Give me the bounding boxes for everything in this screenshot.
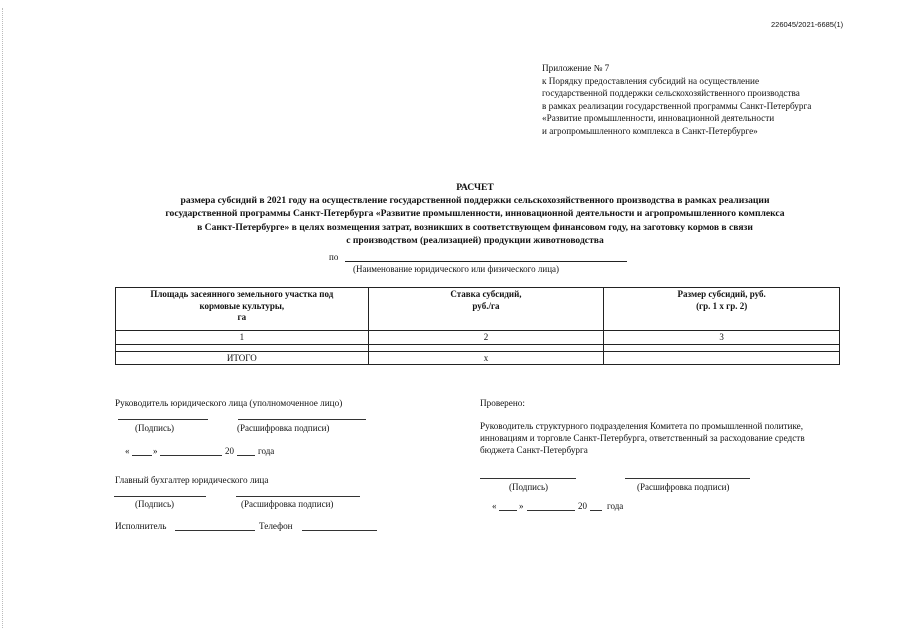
date-open-quote: « — [492, 501, 497, 511]
executor-label: Исполнитель — [115, 521, 167, 531]
total-amount[interactable] — [604, 352, 840, 365]
decode-caption: (Расшифровка подписи) — [241, 499, 334, 509]
date-month-line[interactable] — [160, 455, 222, 456]
total-label: ИТОГО — [116, 352, 369, 365]
checked-label: Проверено: — [480, 398, 525, 408]
recipient-prefix: по — [329, 252, 339, 262]
document-title — [60, 181, 890, 247]
date-day-line[interactable] — [132, 455, 152, 456]
appendix-line: к Порядку предоставления субсидий на осуществление — [542, 75, 760, 86]
signature-caption: (Подпись) — [509, 482, 549, 492]
col-number: 2 — [368, 331, 604, 345]
head-title: Руководитель юридического лица (уполномоченное лицо) — [115, 398, 343, 408]
calculation-table — [115, 287, 840, 365]
phone-label: Телефон — [259, 521, 293, 531]
signature-caption: (Подпись) — [135, 499, 175, 509]
title-line: с производством (реализацией) продукции животноводства — [346, 234, 604, 246]
checker-description-line: инновациям и торговле Санкт-Петербурга, ответственный за расходование средств — [480, 433, 805, 443]
date-day-line[interactable] — [499, 510, 517, 511]
header-rate: Ставка субсидий, руб./га — [368, 288, 604, 331]
checker-signature-line[interactable] — [480, 478, 576, 479]
date-close-quote: » — [153, 446, 158, 456]
executor-line[interactable] — [175, 530, 255, 531]
head-signature-line[interactable] — [118, 419, 208, 420]
table-total-row — [116, 352, 840, 365]
title-line: в Санкт-Петербурге» в целях возмещения затрат, возникших в соответствующем финансовом году, на заготовку кормов в связи — [197, 221, 753, 233]
table-row — [116, 331, 840, 345]
appendix-block — [542, 62, 811, 138]
checker-decode-line[interactable] — [625, 478, 750, 479]
appendix-line: и агропромышленного комплекса в Санкт-Петербурге» — [542, 125, 758, 136]
table-header-row — [116, 288, 840, 331]
title-line: размера субсидий в 2021 году на осуществление государственной поддержки сельскохозяйственного производства в рамках реализации — [180, 195, 770, 207]
year-suffix: года — [258, 446, 275, 456]
recipient-name-line[interactable] — [345, 261, 627, 262]
col-number: 1 — [116, 331, 369, 345]
accountant-title: Главный бухгалтер юридического лица — [115, 475, 269, 485]
appendix-line: в рамках реализации государственной программы Санкт-Петербурга — [542, 100, 812, 111]
date-year-line[interactable] — [590, 510, 602, 511]
table-cell[interactable] — [368, 345, 604, 352]
decode-caption: (Расшифровка подписи) — [637, 482, 730, 492]
recipient-caption: (Наименование юридического или физического лица) — [353, 264, 560, 274]
header-area: Площадь засеянного земельного участка под кормовые культуры, га — [116, 288, 369, 331]
date-year-line[interactable] — [237, 455, 255, 456]
checker-description-line: Руководитель структурного подразделения Комитета по промышленной политике, — [480, 421, 804, 431]
appendix-line: государственной поддержки сельскохозяйственного производства — [542, 88, 800, 99]
table-cell[interactable] — [116, 345, 369, 352]
year-suffix: года — [607, 501, 624, 511]
phone-line[interactable] — [302, 530, 377, 531]
appendix-line: Приложение № 7 — [542, 63, 610, 73]
header-amount: Размер субсидий, руб. (гр. 1 x гр. 2) — [604, 288, 840, 331]
document-number: 226045/2021-6685(1) — [771, 20, 844, 29]
checker-description-line: бюджета Санкт-Петербурга — [480, 445, 588, 455]
table-cell[interactable] — [604, 345, 840, 352]
table-row — [116, 345, 840, 352]
title-line: государственной программы Санкт-Петербурга «Развитие промышленности, инновационной деятельности и агропромышленного комплекса — [165, 208, 785, 220]
date-open-quote: « — [125, 446, 130, 456]
date-month-line[interactable] — [527, 510, 575, 511]
title-heading: РАСЧЕТ — [456, 182, 494, 193]
year-prefix: 20 — [578, 501, 587, 511]
total-rate: х — [368, 352, 604, 365]
col-number: 3 — [604, 331, 840, 345]
signature-caption: (Подпись) — [135, 423, 175, 433]
head-decode-line[interactable] — [238, 419, 366, 420]
year-prefix: 20 — [225, 446, 234, 456]
decode-caption: (Расшифровка подписи) — [237, 423, 330, 433]
scan-margin-artifact — [2, 8, 4, 628]
accountant-decode-line[interactable] — [236, 496, 360, 497]
accountant-signature-line[interactable] — [114, 496, 206, 497]
appendix-line: «Развитие промышленности, инновационной деятельности — [542, 113, 775, 124]
date-close-quote: » — [519, 501, 524, 511]
